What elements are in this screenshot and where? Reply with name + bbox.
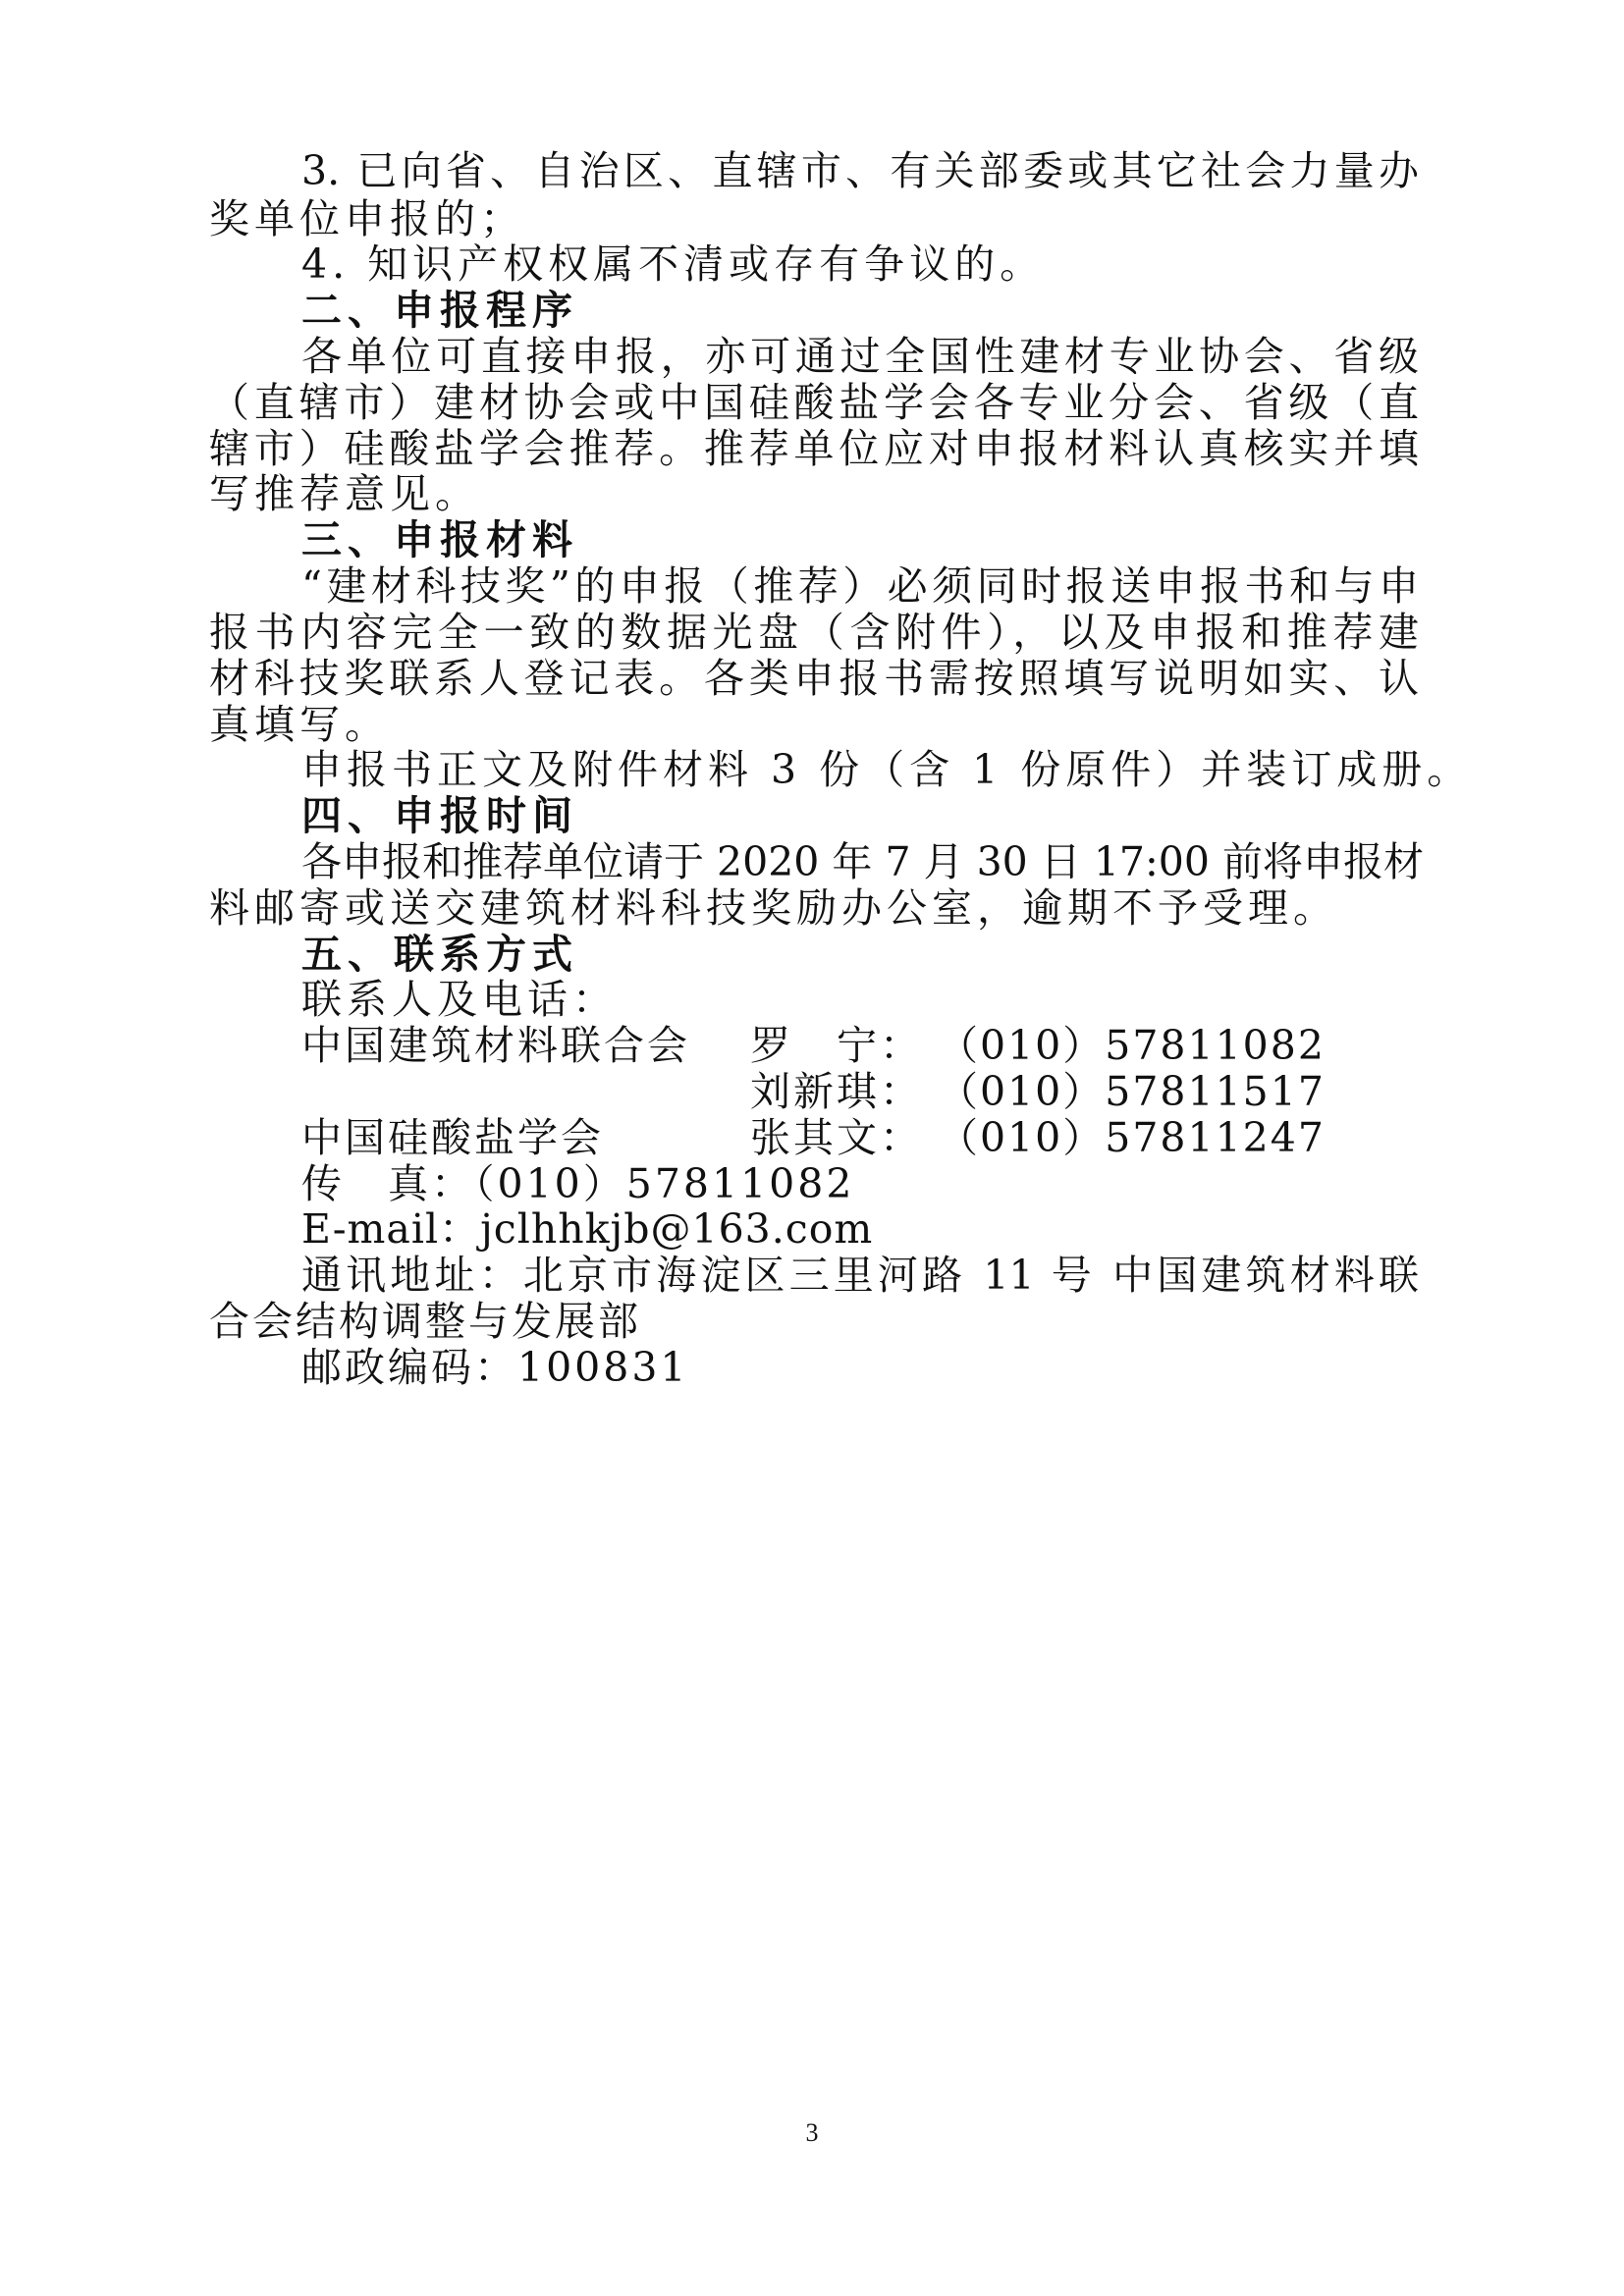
item-3-line-2: 奖单位申报的；: [209, 195, 525, 242]
postcode: 邮政编码：100831: [301, 1344, 689, 1391]
contact-phone: （010）57811517: [938, 1068, 1326, 1115]
page-number: 3: [805, 2118, 819, 2147]
section-3-line-2: 报书内容完全一致的数据光盘（含附件），以及申报和推荐建: [209, 609, 1419, 656]
address-line-1: 通讯地址：北京市海淀区三里河路 11 号 中国建筑材料联: [301, 1252, 1419, 1299]
contact-person: 张其文：: [750, 1114, 923, 1161]
email: E-mail：jclhhkjb@163.com: [301, 1205, 874, 1253]
address-line-2: 合会结构调整与发展部: [209, 1298, 641, 1345]
section-2-heading: 二、申报程序: [301, 287, 578, 334]
item-3-line-1: 3. 已向省、自治区、直辖市、有关部委或其它社会力量办: [301, 147, 1419, 194]
fax: 传 真：（010）57811082: [301, 1160, 855, 1207]
section-3-line-1: “建材科技奖”的申报（推荐）必须同时报送申报书和与申: [301, 562, 1419, 610]
section-3-line-4: 真填写。: [209, 701, 390, 748]
contact-phone: （010）57811082: [938, 1022, 1326, 1069]
section-4-line-1: 各申报和推荐单位请于 2020 年 7 月 30 日 17:00 前将申报材: [301, 838, 1425, 885]
section-2-line-2: （直辖市）建材协会或中国硅酸盐学会各专业分会、省级（直: [209, 379, 1419, 426]
contact-person: 刘新琪：: [750, 1068, 923, 1115]
contact-phone: （010）57811247: [938, 1114, 1326, 1161]
section-2-line-1: 各单位可直接申报，亦可通过全国性建材专业协会、省级: [301, 333, 1419, 380]
section-2-line-3: 辖市）硅酸盐学会推荐。推荐单位应对申报材料认真核实并填: [209, 425, 1419, 472]
section-2-line-4: 写推荐意见。: [209, 470, 480, 517]
item-4: 4. 知识产权权属不清或存有争议的。: [301, 240, 1046, 288]
section-4-line-2: 料邮寄或送交建筑材料科技奖励办公室，逾期不予受理。: [209, 884, 1338, 932]
section-3-paragraph-2: 申报书正文及附件材料 3 份（含 1 份原件）并装订成册。: [301, 746, 1473, 793]
contact-org: 中国硅酸盐学会: [301, 1114, 604, 1161]
contact-person: 罗 宁：: [750, 1022, 923, 1069]
section-3-line-3: 材科技奖联系人登记表。各类申报书需按照填写说明如实、认: [209, 655, 1419, 702]
section-5-heading: 五、联系方式: [301, 931, 578, 978]
contact-org: 中国建筑材料联合会: [301, 1022, 690, 1069]
section-3-heading: 三、申报材料: [301, 516, 578, 563]
section-4-heading: 四、申报时间: [301, 792, 578, 839]
contacts-label: 联系人及电话：: [301, 976, 618, 1023]
